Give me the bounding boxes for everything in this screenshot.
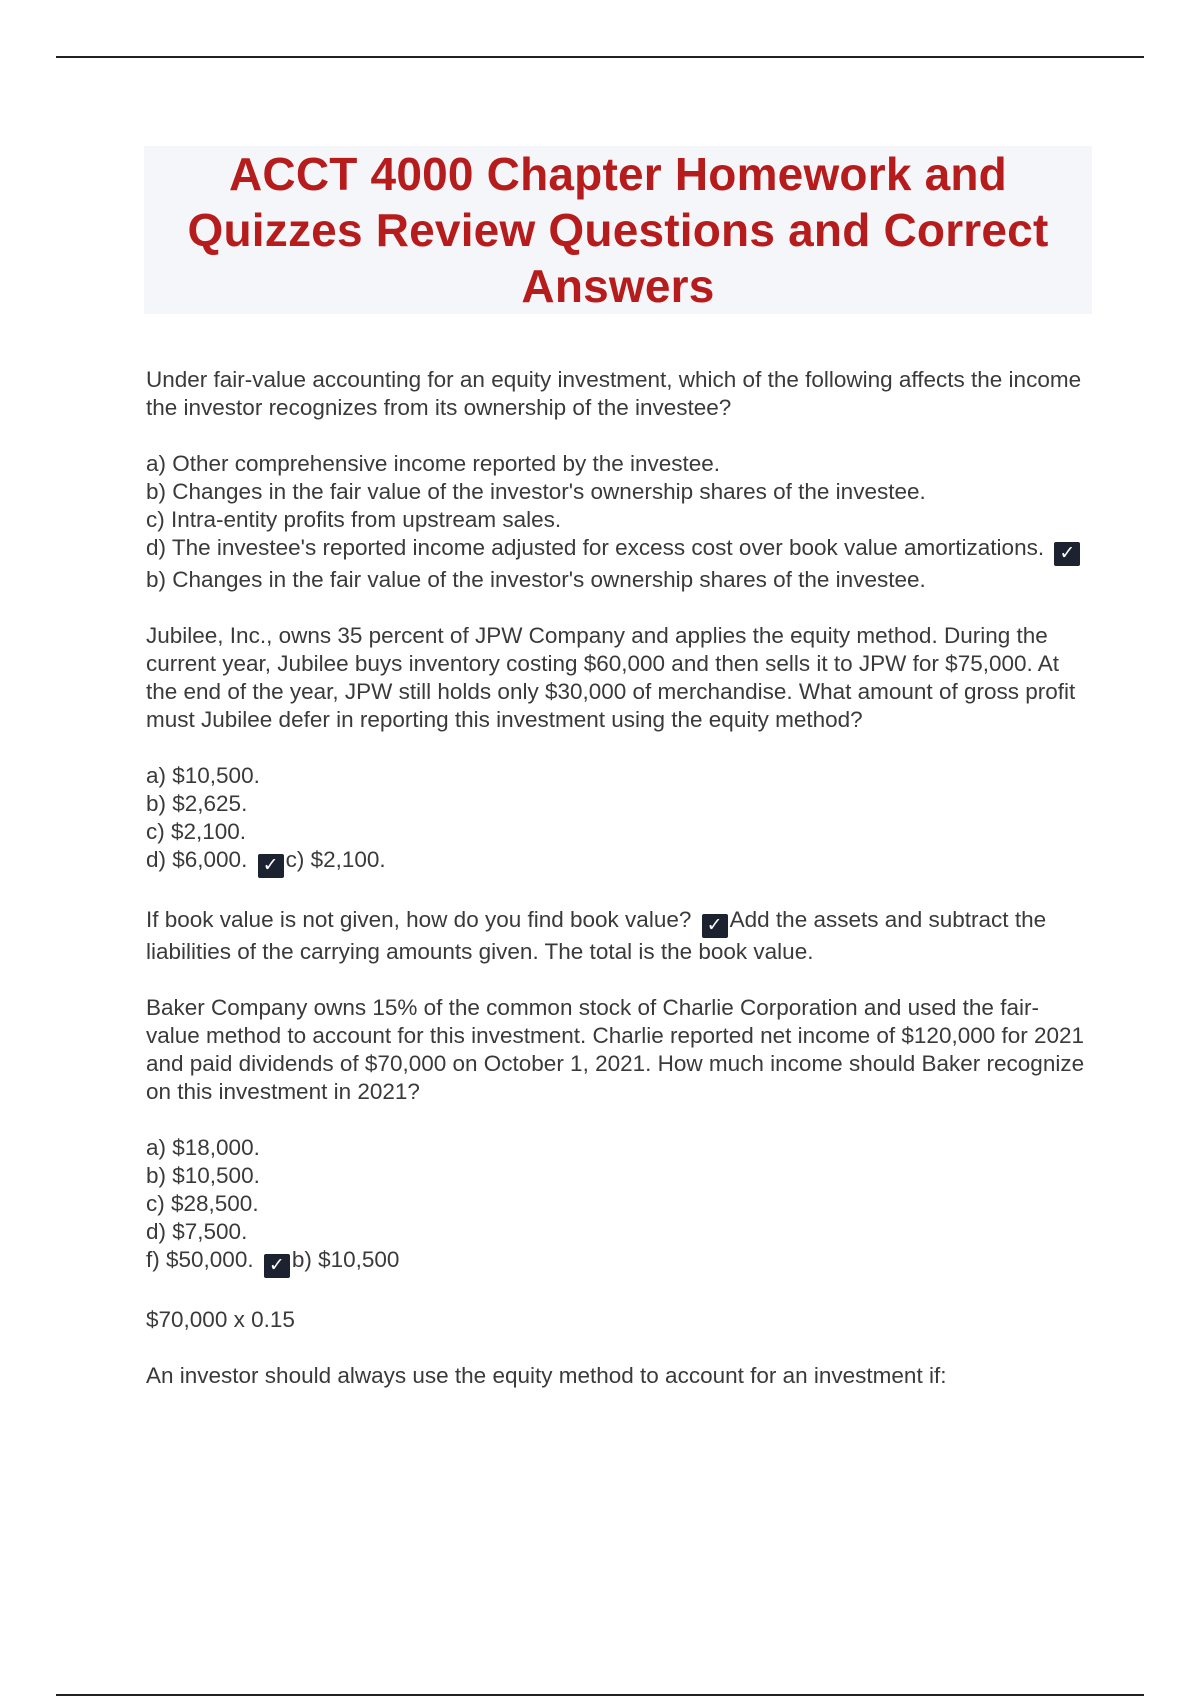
check-mark-icon: ✓	[702, 914, 728, 938]
question-1-text: Under fair-value accounting for an equity investment, which of the following affects the income the investor recognizes from its ownership of the investee?	[146, 367, 1082, 420]
question-4-text: Baker Company owns 15% of the common stock of Charlie Corporation and used the fair-value method to account for this investment. Charlie reported net income of $120,000 for 2021 and paid dividends of $70,000 on October 1, 2021. How much income should Baker recognize on this investment in 2021?	[146, 995, 1085, 1104]
question-4-note	[146, 1306, 1086, 1334]
check-mark-icon: ✓	[264, 1254, 290, 1278]
question-2-text: Jubilee, Inc., owns 35 percent of JPW Company and applies the equity method. During the current year, Jubilee buys inventory costing $60,000 and then sells it to JPW for $75,000. At the end of the year, JPW still holds only $30,000 of merchandise. What amount of gross profit must Jubilee defer in reporting this investment using the equity method?	[146, 623, 1076, 732]
question-4-option-d: d) $7,500.	[146, 1219, 248, 1244]
question-2-option-b: b) $2,625.	[146, 791, 248, 816]
question-4-option-f-and-answer	[146, 1246, 1086, 1278]
question-1	[146, 366, 1086, 594]
question-2-option-c: c) $2,100.	[146, 819, 247, 844]
question-3-text: If book value is not given, how do you find book value?	[146, 907, 692, 932]
top-rule	[56, 56, 1144, 58]
question-4-option-c: c) $28,500.	[146, 1191, 259, 1216]
document-title: ACCT 4000 Chapter Homework and Quizzes Review Questions and Correct Answers	[187, 148, 1049, 312]
question-1-option-a: a) Other comprehensive income reported by the investee.	[146, 451, 721, 476]
question-4	[146, 994, 1086, 1278]
question-2-answer: c) $2,100.	[285, 847, 386, 872]
question-1-option-c: c) Intra-entity profits from upstream sales.	[146, 507, 562, 532]
question-2-option-a: a) $10,500.	[146, 763, 260, 788]
title-banner	[144, 146, 1092, 314]
question-2	[146, 622, 1086, 878]
question-3-answer: Add the assets and subtract the liabilities of the carrying amounts given. The total is the book value.	[146, 907, 1047, 964]
question-1-option-b: b) Changes in the fair value of the investor's ownership shares of the investee.	[146, 479, 926, 504]
question-5-text: An investor should always use the equity method to account for an investment if:	[146, 1363, 947, 1388]
question-2-option-d-and-answer	[146, 846, 1086, 878]
question-4-option-b: b) $10,500.	[146, 1163, 260, 1188]
question-5	[146, 1362, 1086, 1390]
check-mark-icon: ✓	[1054, 542, 1080, 566]
question-3	[146, 906, 1086, 966]
question-1-answer: b) Changes in the fair value of the investor's ownership shares of the investee.	[146, 567, 926, 592]
question-4-option-f: f) $50,000.	[146, 1247, 254, 1272]
question-3-line	[146, 906, 1086, 966]
bottom-rule	[56, 1694, 1144, 1696]
check-mark-icon: ✓	[258, 854, 284, 878]
question-1-option-d-and-answer	[146, 534, 1086, 594]
question-1-option-d: d) The investee's reported income adjusted for excess cost over book value amortizations.	[146, 535, 1045, 560]
document-body	[146, 366, 1086, 1418]
question-4-note-text: $70,000 x 0.15	[146, 1307, 295, 1332]
question-4-answer: b) $10,500	[291, 1247, 400, 1272]
question-2-option-d: d) $6,000.	[146, 847, 248, 872]
question-4-option-a: a) $18,000.	[146, 1135, 260, 1160]
